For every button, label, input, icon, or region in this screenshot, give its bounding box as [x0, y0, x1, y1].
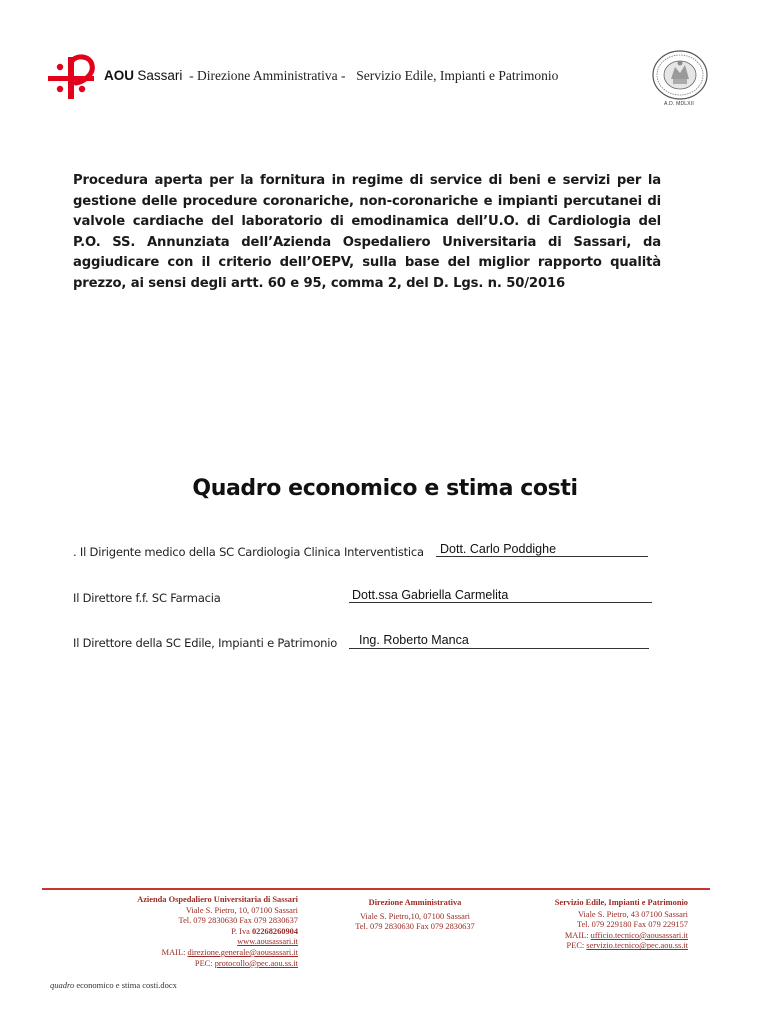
signature-line-cardiologia	[436, 556, 648, 557]
procedure-description: Procedura aperta per la fornitura in regime di service di beni e servizi per la gestione delle procedure coronariche, non-coronariche e impianti percutanei di valvole cardiache del laboratorio di emodinamica dell’U.O. di Cardiologia del P.O. SS. Annunziata dell’Azienda Ospedaliero Universitaria di Sassari, da aggiudicare con il criterio dell’OEPV, sulla base del miglior rapporto qualità prezzo, ai sensi degli artt. 60 e 95, comma 2, del D. Lgs. n. 50/2016	[73, 173, 661, 291]
footer-azienda-pec	[96, 959, 298, 970]
header-org: AOU	[104, 68, 134, 83]
header-line	[104, 68, 558, 84]
footer-col-direzione	[340, 898, 490, 933]
signature-name-edile: Ing. Roberto Manca	[359, 633, 469, 647]
footer-direzione-title: Direzione Amministrativa	[368, 898, 462, 907]
footer-azienda-mail	[96, 948, 298, 959]
footer-azienda-mail-link[interactable]: direzione.generale@aousassari.it	[187, 947, 298, 957]
footer-direzione-phone: Tel. 079 2830630 Fax 079 2830637	[355, 922, 475, 932]
header-service: Servizio Edile, Impianti e Patrimonio	[356, 68, 559, 83]
footer-direzione-address: Viale S. Pietro,10, 07100 Sassari	[360, 911, 470, 921]
footer-azienda-phone: Tel. 079 2830630 Fax 079 2830637	[178, 916, 298, 926]
footer-mail-label: MAIL:	[161, 947, 188, 957]
signature-line-edile	[349, 648, 649, 649]
footer-piva-value: 02268260904	[251, 926, 298, 936]
footer-servizio-pec-link[interactable]: servizio.tecnico@pec.aou.ss.it	[586, 941, 688, 951]
document-title: Quadro economico e stima costi	[192, 476, 578, 501]
footer-piva-label: P. Iva	[231, 926, 252, 936]
header-city: Sassari	[137, 68, 183, 83]
footer-servizio-address: Viale S. Pietro, 43 07100 Sassari	[578, 909, 688, 919]
footer-azienda-address: Viale S. Pietro, 10, 07100 Sassari	[185, 905, 298, 915]
university-seal-icon	[651, 49, 709, 101]
footer-servizio-title: Servizio Edile, Impianti e Patrimonio	[554, 898, 688, 907]
aou-logo-icon	[46, 53, 98, 101]
footer-servizio-mail	[510, 931, 688, 942]
seal-caption: A.D. MDLXII	[664, 101, 694, 107]
footer-servizio-pec	[510, 941, 688, 952]
footer-col-azienda	[96, 895, 298, 969]
signature-name-cardiologia: Dott. Carlo Poddighe	[440, 542, 557, 556]
header-direction: - Direzione Amministrativa -	[185, 68, 349, 83]
footer-azienda-web-link[interactable]: www.aousassari.it	[237, 937, 298, 947]
filename-rest: economico e stima costi.docx	[74, 980, 177, 990]
footer-pec-label: PEC:	[194, 958, 215, 968]
footer-col-servizio	[510, 898, 688, 952]
filename-italic: quadro	[50, 980, 75, 990]
footer-rule	[42, 888, 710, 890]
signature-role-farmacia: Il Direttore f.f. SC Farmacia	[73, 591, 221, 605]
footer-servizio-phone: Tel. 079 229180 Fax 079 229157	[576, 920, 688, 930]
footer-azienda-title: Azienda Ospedaliero Universitaria di Sassari	[137, 895, 298, 904]
signature-role-cardiologia: . Il Dirigente medico della SC Cardiologia Clinica Interventistica	[73, 545, 424, 559]
document-filename	[50, 980, 177, 990]
signature-name-farmacia: Dott.ssa Gabriella Carmelita	[352, 588, 509, 602]
footer-servizio-mail-link[interactable]: ufficio.tecnico@aousassari.it	[590, 930, 688, 940]
footer-azienda-pec-link[interactable]: protocollo@pec.aou.ss.it	[214, 958, 298, 968]
signature-role-edile: Il Direttore della SC Edile, Impianti e Patrimonio	[73, 636, 338, 650]
footer-servizio-mail-label: MAIL:	[564, 930, 591, 940]
footer-servizio-pec-label: PEC:	[566, 941, 587, 951]
footer-azienda-piva	[96, 927, 298, 938]
signature-line-farmacia	[349, 602, 652, 603]
